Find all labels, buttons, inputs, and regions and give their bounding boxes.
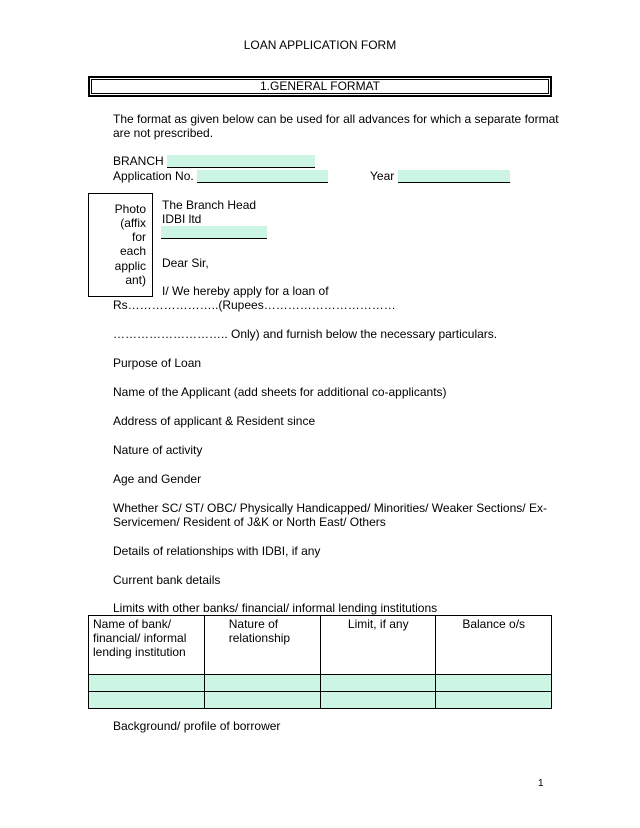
- document-title: LOAN APPLICATION FORM: [243, 38, 397, 52]
- table-header-cell: [204, 616, 320, 675]
- table-row: [89, 675, 552, 692]
- branch-address-input[interactable]: [161, 226, 267, 239]
- item-relationships: Details of relationships with IDBI, if any: [113, 544, 321, 558]
- intro-line-1: The format as given below can be used for all advances for which a separate format: [113, 112, 559, 126]
- branch-input[interactable]: [167, 155, 315, 168]
- item-category-line-2: Servicemen/ Resident of J&K or North East/ Others: [113, 515, 386, 529]
- application-no-input[interactable]: [197, 170, 328, 183]
- table-cell[interactable]: [321, 675, 436, 692]
- photo-label-line: (affix: [120, 216, 146, 230]
- branch-label: BRANCH: [113, 154, 164, 168]
- application-no-label: Application No.: [113, 169, 194, 183]
- limits-table: [88, 615, 552, 709]
- table-cell[interactable]: [321, 692, 436, 709]
- photo-label-line: applic: [114, 259, 146, 273]
- table-header-row: [89, 616, 552, 675]
- item-age-gender: Age and Gender: [113, 472, 202, 486]
- page-number: 1: [538, 778, 544, 789]
- loan-request-line-2: Rs…………………..(Rupees……………………………: [113, 298, 396, 312]
- addressee-line-1: The Branch Head: [162, 198, 257, 212]
- year-label: Year: [370, 169, 395, 183]
- item-current-bank: Current bank details: [113, 573, 221, 587]
- photo-label-line: for: [131, 230, 146, 244]
- table-cell[interactable]: [204, 692, 320, 709]
- item-category-line-1: Whether SC/ ST/ OBC/ Physically Handicapped/ Minorities/ Weaker Sections/ Ex-: [113, 501, 547, 515]
- table-header-cell: Name of bank/ financial/ informal lending institution: [89, 616, 205, 675]
- background-profile-label: Background/ profile of borrower: [113, 719, 281, 733]
- salutation: Dear Sir,: [162, 256, 209, 270]
- item-limits: Limits with other banks/ financial/ informal lending institutions: [113, 601, 438, 615]
- section-title: 1.GENERAL FORMAT: [259, 79, 381, 93]
- year-input[interactable]: [398, 170, 510, 183]
- photo-label-line: ant): [125, 273, 146, 287]
- table-header-cell: Limit, if any: [321, 616, 436, 675]
- photo-label-line: Photo: [114, 202, 146, 216]
- table-cell[interactable]: [89, 692, 205, 709]
- loan-request-line-1: I/ We hereby apply for a loan of: [162, 284, 329, 298]
- table-cell[interactable]: [436, 692, 552, 709]
- addressee-line-2: IDBI ltd: [162, 212, 202, 226]
- table-cell[interactable]: [89, 675, 205, 692]
- item-purpose: Purpose of Loan: [113, 356, 202, 370]
- table-cell[interactable]: [204, 675, 320, 692]
- table-header-text: Nature of relationship: [228, 617, 291, 645]
- loan-request-line-3: ……………………….. Only) and furnish below the necessary particulars.: [113, 327, 498, 341]
- table-row: [89, 692, 552, 709]
- item-applicant-name: Name of the Applicant (add sheets for additional co-applicants): [113, 385, 447, 399]
- table-header-cell: Balance o/s: [436, 616, 552, 675]
- intro-line-2: are not prescribed.: [113, 126, 214, 140]
- item-address: Address of applicant & Resident since: [113, 414, 316, 428]
- photo-label-line: each: [119, 244, 146, 258]
- table-cell[interactable]: [436, 675, 552, 692]
- item-nature-activity: Nature of activity: [113, 443, 203, 457]
